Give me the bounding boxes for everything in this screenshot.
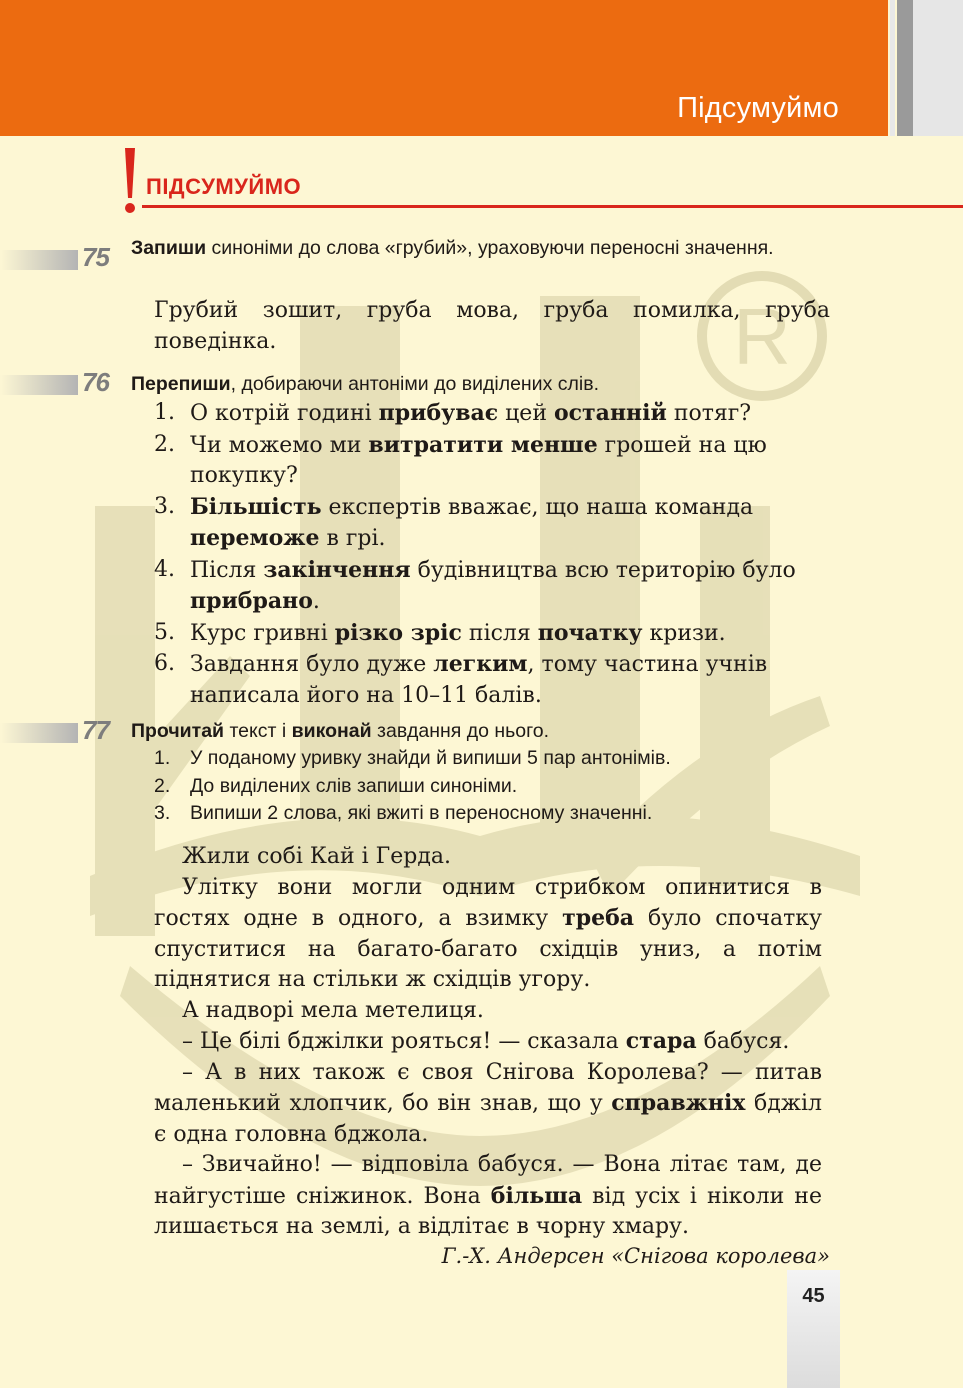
list-item-number: 2. [154, 431, 175, 457]
exercise-bar [0, 723, 78, 743]
text-run: – Це білі бджілки рояться! — сказала [182, 1029, 626, 1054]
highlighted-word: стара [625, 1028, 697, 1054]
header-title: Підсумуймо [677, 92, 839, 124]
task-text: , добираючи антоніми до виділених слів. [230, 373, 599, 395]
highlighted-word: справжніх [611, 1090, 746, 1116]
list-item [154, 492, 844, 555]
section-rule [142, 205, 963, 208]
list-item-number: 1. [154, 400, 175, 425]
list-item [154, 745, 844, 773]
task-list [154, 745, 844, 828]
text-run: – А в них також є своя Снігова Королева? — питав маленький хлопчик, бо він знав, що у [154, 1059, 822, 1116]
highlighted-word: прибрано [190, 588, 313, 614]
text-run: бабуся. [696, 1029, 790, 1054]
story-paragraph [154, 873, 822, 996]
highlighted-word: початку [537, 619, 643, 646]
exercise-number: 76 [82, 367, 109, 397]
exercise-task [131, 235, 831, 262]
text-run: потяг? [666, 401, 752, 426]
text-run: завдання до нього. [371, 720, 550, 742]
story-paragraph [154, 1150, 822, 1243]
header-edge-strip [890, 0, 895, 136]
list-item [154, 430, 844, 492]
header-edge-strip-light [913, 0, 963, 136]
list-item-text: До виділених слів запиши синоніми. [190, 774, 518, 797]
story-paragraph [154, 996, 822, 1027]
highlighted-word: легким [433, 651, 528, 677]
svg-text:R: R [733, 292, 791, 381]
text-run: Жили собі Кай і Герда. [182, 844, 452, 869]
text-run: було спочатку спуститися на багато-багато східців униз, а потім піднятися на стільки ж східців угору. [154, 906, 822, 992]
task-verb: Запиши [131, 237, 207, 259]
page-number: 45 [802, 1285, 825, 1307]
list-item-number: 6. [154, 651, 175, 676]
highlighted-word: прибуває [378, 400, 499, 426]
list-item [154, 800, 844, 828]
exercise-number: 75 [82, 242, 109, 272]
list-item [154, 773, 844, 801]
highlighted-word: переможе [190, 525, 320, 551]
exclamation-icon [124, 148, 136, 214]
sentence-list [154, 398, 844, 711]
text-run: експертів вважає, що наша команда [321, 494, 754, 520]
text-run: цей [498, 401, 554, 426]
text-run: . [312, 589, 320, 614]
exercise-number: 77 [82, 715, 109, 745]
list-item-number: 1. [154, 747, 171, 769]
exercise-task [131, 371, 831, 398]
highlighted-word: закінчення [263, 556, 411, 583]
list-item-number: 3. [154, 802, 171, 824]
text-run: Улітку вони могли одним стрибком опинитися в гостях одне в одного, а взимку [154, 874, 822, 931]
task-verb: Перепиши [131, 373, 231, 395]
highlighted-word: Прочитай [131, 720, 225, 742]
section-heading: ПІДСУМУЙМО [146, 174, 302, 199]
text-run: О котрій годині [190, 401, 379, 426]
list-item [154, 555, 844, 618]
exercise-bar [0, 250, 78, 270]
story-paragraph [154, 842, 822, 873]
text-run: кризи. [642, 620, 726, 646]
text-run: , тому частина учнів написала його на 10–11 балів. [190, 652, 768, 708]
highlighted-word: більша [490, 1182, 583, 1209]
text-run: текст і [224, 720, 292, 742]
list-item-number: 3. [154, 493, 175, 519]
text-run: будівництва всю територію було [410, 557, 796, 583]
story-paragraph [154, 1058, 822, 1151]
text-run: Курс гривні [190, 620, 335, 646]
list-item-text: У поданому уривку знайди й випиши 5 пар антонімів. [190, 747, 671, 769]
highlighted-word: виконай [291, 720, 372, 742]
story-text [154, 842, 822, 1243]
text-run: А надворі мела метелиця. [182, 997, 484, 1023]
text-run: бджіл є одна головна бджола. [154, 1091, 822, 1147]
text-run: Чи можемо ми [190, 432, 369, 458]
header-edge-strip-dark [897, 0, 913, 136]
highlighted-word: витратити менше [368, 431, 598, 458]
text-run: після [461, 620, 538, 646]
task-text: синоніми до слова «грубий», ураховуючи переносні значення. [206, 237, 774, 259]
list-item-number: 5. [154, 619, 175, 645]
text-run: від усіх і ніколи не лишається на землі, а відлітає в чорну хмару. [154, 1183, 822, 1239]
exercise-text: Грубий зошит, груба мова, груба помилка, груба поведінка. [154, 298, 830, 354]
list-item [154, 649, 844, 711]
text-run: в грі. [319, 526, 386, 551]
highlighted-word: треба [562, 905, 635, 931]
exercise-task [131, 718, 831, 745]
list-item-text: Випиши 2 слова, які вжиті в переносному значенні. [190, 802, 653, 824]
highlighted-word: Більшість [190, 493, 322, 520]
text-run: Після [190, 557, 264, 583]
highlighted-word: останній [553, 400, 667, 426]
exercise-bar [0, 375, 78, 395]
highlighted-word: різко зріс [334, 619, 462, 646]
story-author: Г.-Х. Андерсен «Снігова королева» [441, 1244, 830, 1268]
text-run: Завдання було дуже [190, 652, 434, 677]
list-item-number: 2. [154, 774, 171, 797]
list-item-number: 4. [154, 556, 175, 582]
list-item [154, 398, 844, 430]
list-item [154, 618, 844, 650]
text-run: грошей на цю покупку? [190, 432, 767, 488]
text-run: – Звичайно! — відповіла бабуся. — Вона літає там, де найгустіше сніжинок. Вона [154, 1152, 822, 1209]
story-paragraph [154, 1026, 822, 1058]
